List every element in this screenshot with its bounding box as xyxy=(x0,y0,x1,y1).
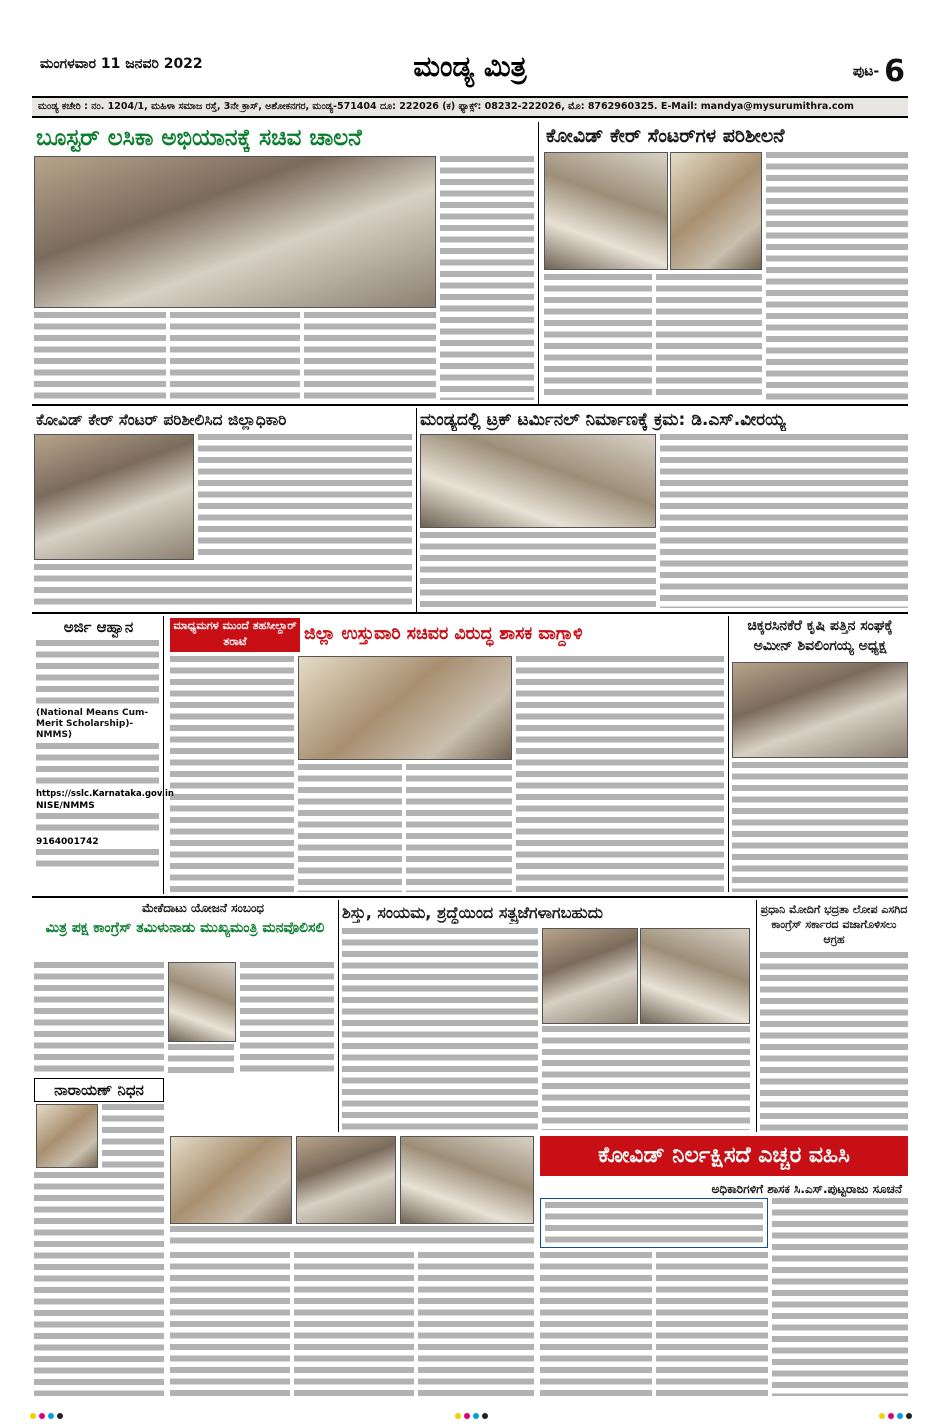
covid-warning-column-3 xyxy=(418,1252,534,1396)
newspaper-logo: ಮಂಡ್ಯ ಮಿತ್ರ xyxy=(413,50,527,83)
column-divider xyxy=(416,408,417,612)
application-text-2 xyxy=(36,743,159,787)
mekedatu-column-2 xyxy=(240,962,334,1074)
farmer-union-text xyxy=(732,762,908,892)
covid-center-column-2 xyxy=(656,274,762,400)
page-number-label xyxy=(853,54,905,89)
truck-terminal-headline: ಮಂಡ್ಯದಲ್ಲಿ ಟ್ರಕ್ ಟರ್ಮಿನಲ್ ನಿರ್ಮಾಣಕ್ಕೆ ಕ್ರಮ: ಡಿ.ಎಸ್.ವೀರಯ್ಯ xyxy=(420,410,786,430)
column-divider xyxy=(538,122,539,404)
application-code: NISE/NMMS xyxy=(36,801,95,811)
registration-dots-right xyxy=(879,1404,915,1412)
covid-center-photo-left xyxy=(544,152,668,270)
pm-security-text xyxy=(760,952,908,1132)
obituary-text-2 xyxy=(34,1172,164,1396)
meeting-photo-right xyxy=(400,1136,534,1224)
covid-warning-column-5 xyxy=(656,1252,768,1396)
printer-registration-marks xyxy=(30,1404,915,1412)
application-text-1 xyxy=(36,640,159,706)
mekedatu-headline: ಮಿತ್ರ ಪಕ್ಷ ಕಾಂಗ್ರೆಸ್ ತಮಿಳುನಾಡು ಮುಖ್ಯಮಂತ್ರಿ ಮನವೊಲಿಸಲಿ xyxy=(45,920,325,936)
booster-headline: ಬೂಸ್ಟರ್ ಲಸಿಕಾ ಅಭಿಯಾನಕ್ಕೆ ಸಚಿವ ಚಾಲನೆ xyxy=(36,125,362,151)
meeting-photo-left xyxy=(170,1136,292,1224)
mla-outburst-column-4 xyxy=(516,656,724,892)
section-rule xyxy=(32,612,908,614)
covid-warning-column-4 xyxy=(540,1252,652,1396)
dc-visit-photo xyxy=(34,434,194,560)
media-tag: ಮಾಧ್ಯಮಗಳ ಮುಂದೆ ತಹಸೀಲ್ದಾರ್ ತರಾಟೆ xyxy=(170,618,300,652)
application-text-4 xyxy=(36,849,159,869)
discipline-photo-left xyxy=(542,928,638,1024)
meeting-photo-caption xyxy=(170,1226,534,1248)
section-rule xyxy=(32,404,908,406)
meeting-photo-center xyxy=(296,1136,396,1224)
covid-warning-column-2 xyxy=(294,1252,414,1396)
dc-visit-column-1 xyxy=(198,434,412,560)
column-divider xyxy=(756,900,757,1132)
farmer-union-photo xyxy=(732,662,908,758)
booster-column-4 xyxy=(440,156,534,400)
application-box xyxy=(34,616,174,894)
dc-visit-headline: ಕೋವಿಡ್ ಕೇರ್ ಸೆಂಟರ್ ಪರಿಶೀಲಿಸಿದ ಜಿಲ್ಲಾಧಿಕಾರಿ xyxy=(36,411,287,429)
obituary-text-1 xyxy=(102,1104,164,1168)
truck-terminal-column-2 xyxy=(660,434,908,608)
discipline-photo-right xyxy=(640,928,750,1024)
mekedatu-column-3 xyxy=(168,1044,234,1074)
covid-center-headline: ಕೋವಿಡ್ ಕೇರ್ ಸೆಂಟರ್‌ಗಳ ಪರಿಶೀಲನೆ xyxy=(546,125,785,147)
covid-warning-column-right xyxy=(772,1198,908,1396)
discipline-column-2 xyxy=(542,1060,750,1130)
mla-outburst-column-3 xyxy=(406,764,512,892)
nmms-program-name: (National Means Cum-Merit Scholarship)-NMMS) xyxy=(36,708,149,740)
discipline-photo-caption xyxy=(542,1026,750,1056)
covid-warning-highlight-box xyxy=(540,1198,768,1248)
covid-center-column-1 xyxy=(544,274,652,400)
obituary-headline: ನಾರಾಯಣ್ ನಿಧನ xyxy=(34,1078,164,1102)
covid-center-photo-right xyxy=(670,152,762,270)
covid-center-column-3 xyxy=(766,152,908,400)
office-address-strip: ಮಂಡ್ಯ ಕಚೇರಿ : ನಂ. 1204/1, ಮಹಿಳಾ ಸಮಾಜ ರಸ್ತೆ, 3ನೇ ಕ್ರಾಸ್, ಅಶೋಕನಗರ, ಮಂಡ್ಯ-571404 ದೂ: 222026 (ಕ) ಫ್ಯಾಕ್ಸ್: 08232-222026, ಮೊ: 8762960325. E-Mail: mandya@mysurumithra.com xyxy=(32,96,908,118)
mla-outburst-photo xyxy=(298,656,512,760)
pm-security-headline: ಪ್ರಧಾನಿ ಮೋದಿಗೆ ಭದ್ರತಾ ಲೋಪ ಎಸಗಿದ ಕಾಂಗ್ರೆಸ್ ಸರ್ಕಾರದ ವಜಾಗೊಳಿಸಲು ಆಗ್ರಹ xyxy=(760,903,908,946)
application-headline: ಅರ್ಜಿ ಆಹ್ವಾನ xyxy=(63,618,134,636)
covid-warning-highlight-text xyxy=(545,1202,763,1246)
booster-column-2 xyxy=(170,312,300,400)
truck-terminal-column-1 xyxy=(420,532,656,608)
covid-warning-subhead: ಅಧಿಕಾರಿಗಳಿಗೆ ಶಾಸಕ ಸಿ.ಎಸ್.ಪುಟ್ಟರಾಜು ಸೂಚನೆ xyxy=(711,1182,902,1196)
page-label: ಪುಟ- xyxy=(852,63,880,80)
column-divider xyxy=(338,900,339,1132)
covid-warning-column-1 xyxy=(170,1252,290,1396)
application-text-3 xyxy=(36,813,159,835)
mekedatu-column-1 xyxy=(34,962,164,1074)
section-rule xyxy=(32,896,908,898)
registration-dots-left xyxy=(30,1404,66,1412)
mekedatu-portrait xyxy=(168,962,236,1042)
mla-outburst-column-1 xyxy=(170,656,294,892)
discipline-headline: ಶಿಸ್ತು, ಸಂಯಮ, ಶ್ರದ್ಧೆಯಿಂದ ಸತ್ಪ್ರಜೆಗಳಾಗಬಹುದು xyxy=(342,903,603,922)
booster-photo xyxy=(34,156,436,308)
mla-outburst-column-2 xyxy=(298,764,402,892)
column-divider xyxy=(728,616,729,892)
covid-warning-headline: ಕೋವಿಡ್ ನಿರ್ಲಕ್ಷಿಸದೆ ಎಚ್ಚರ ವಹಿಸಿ xyxy=(540,1136,908,1176)
application-url[interactable]: https://sslc.Karnataka.gov.in xyxy=(36,789,174,799)
application-phone: 9164001742 xyxy=(36,837,99,847)
registration-dots-center xyxy=(455,1404,491,1412)
obituary-portrait xyxy=(36,1104,98,1168)
truck-terminal-photo xyxy=(420,434,656,528)
mla-outburst-headline: ಜಿಲ್ಲಾ ಉಸ್ತುವಾರಿ ಸಚಿವರ ವಿರುದ್ಧ ಶಾಸಕ ವಾಗ್ದಾಳಿ xyxy=(304,624,583,644)
discipline-column-1 xyxy=(342,928,538,1130)
dc-visit-column-2 xyxy=(34,564,412,608)
issue-date: ಮಂಗಳವಾರ 11 ಜನವರಿ 2022 xyxy=(40,56,203,72)
page-number: 6 xyxy=(884,54,905,89)
mekedatu-kicker: ಮೇಕೆದಾಟು ಯೋಜನೆ ಸಂಬಂಧ xyxy=(141,901,265,915)
booster-column-3 xyxy=(304,312,436,400)
booster-column-1 xyxy=(34,312,166,400)
farmer-union-headline: ಚಿಕ್ಕರಸಿನಕೆರೆ ಕೃಷಿ ಪತ್ತಿನ ಸಂಘಕ್ಕೆ ಅಮೀನ್ ಶಿವಲಿಂಗಯ್ಯ ಅಧ್ಯಕ್ಷ xyxy=(747,618,893,654)
